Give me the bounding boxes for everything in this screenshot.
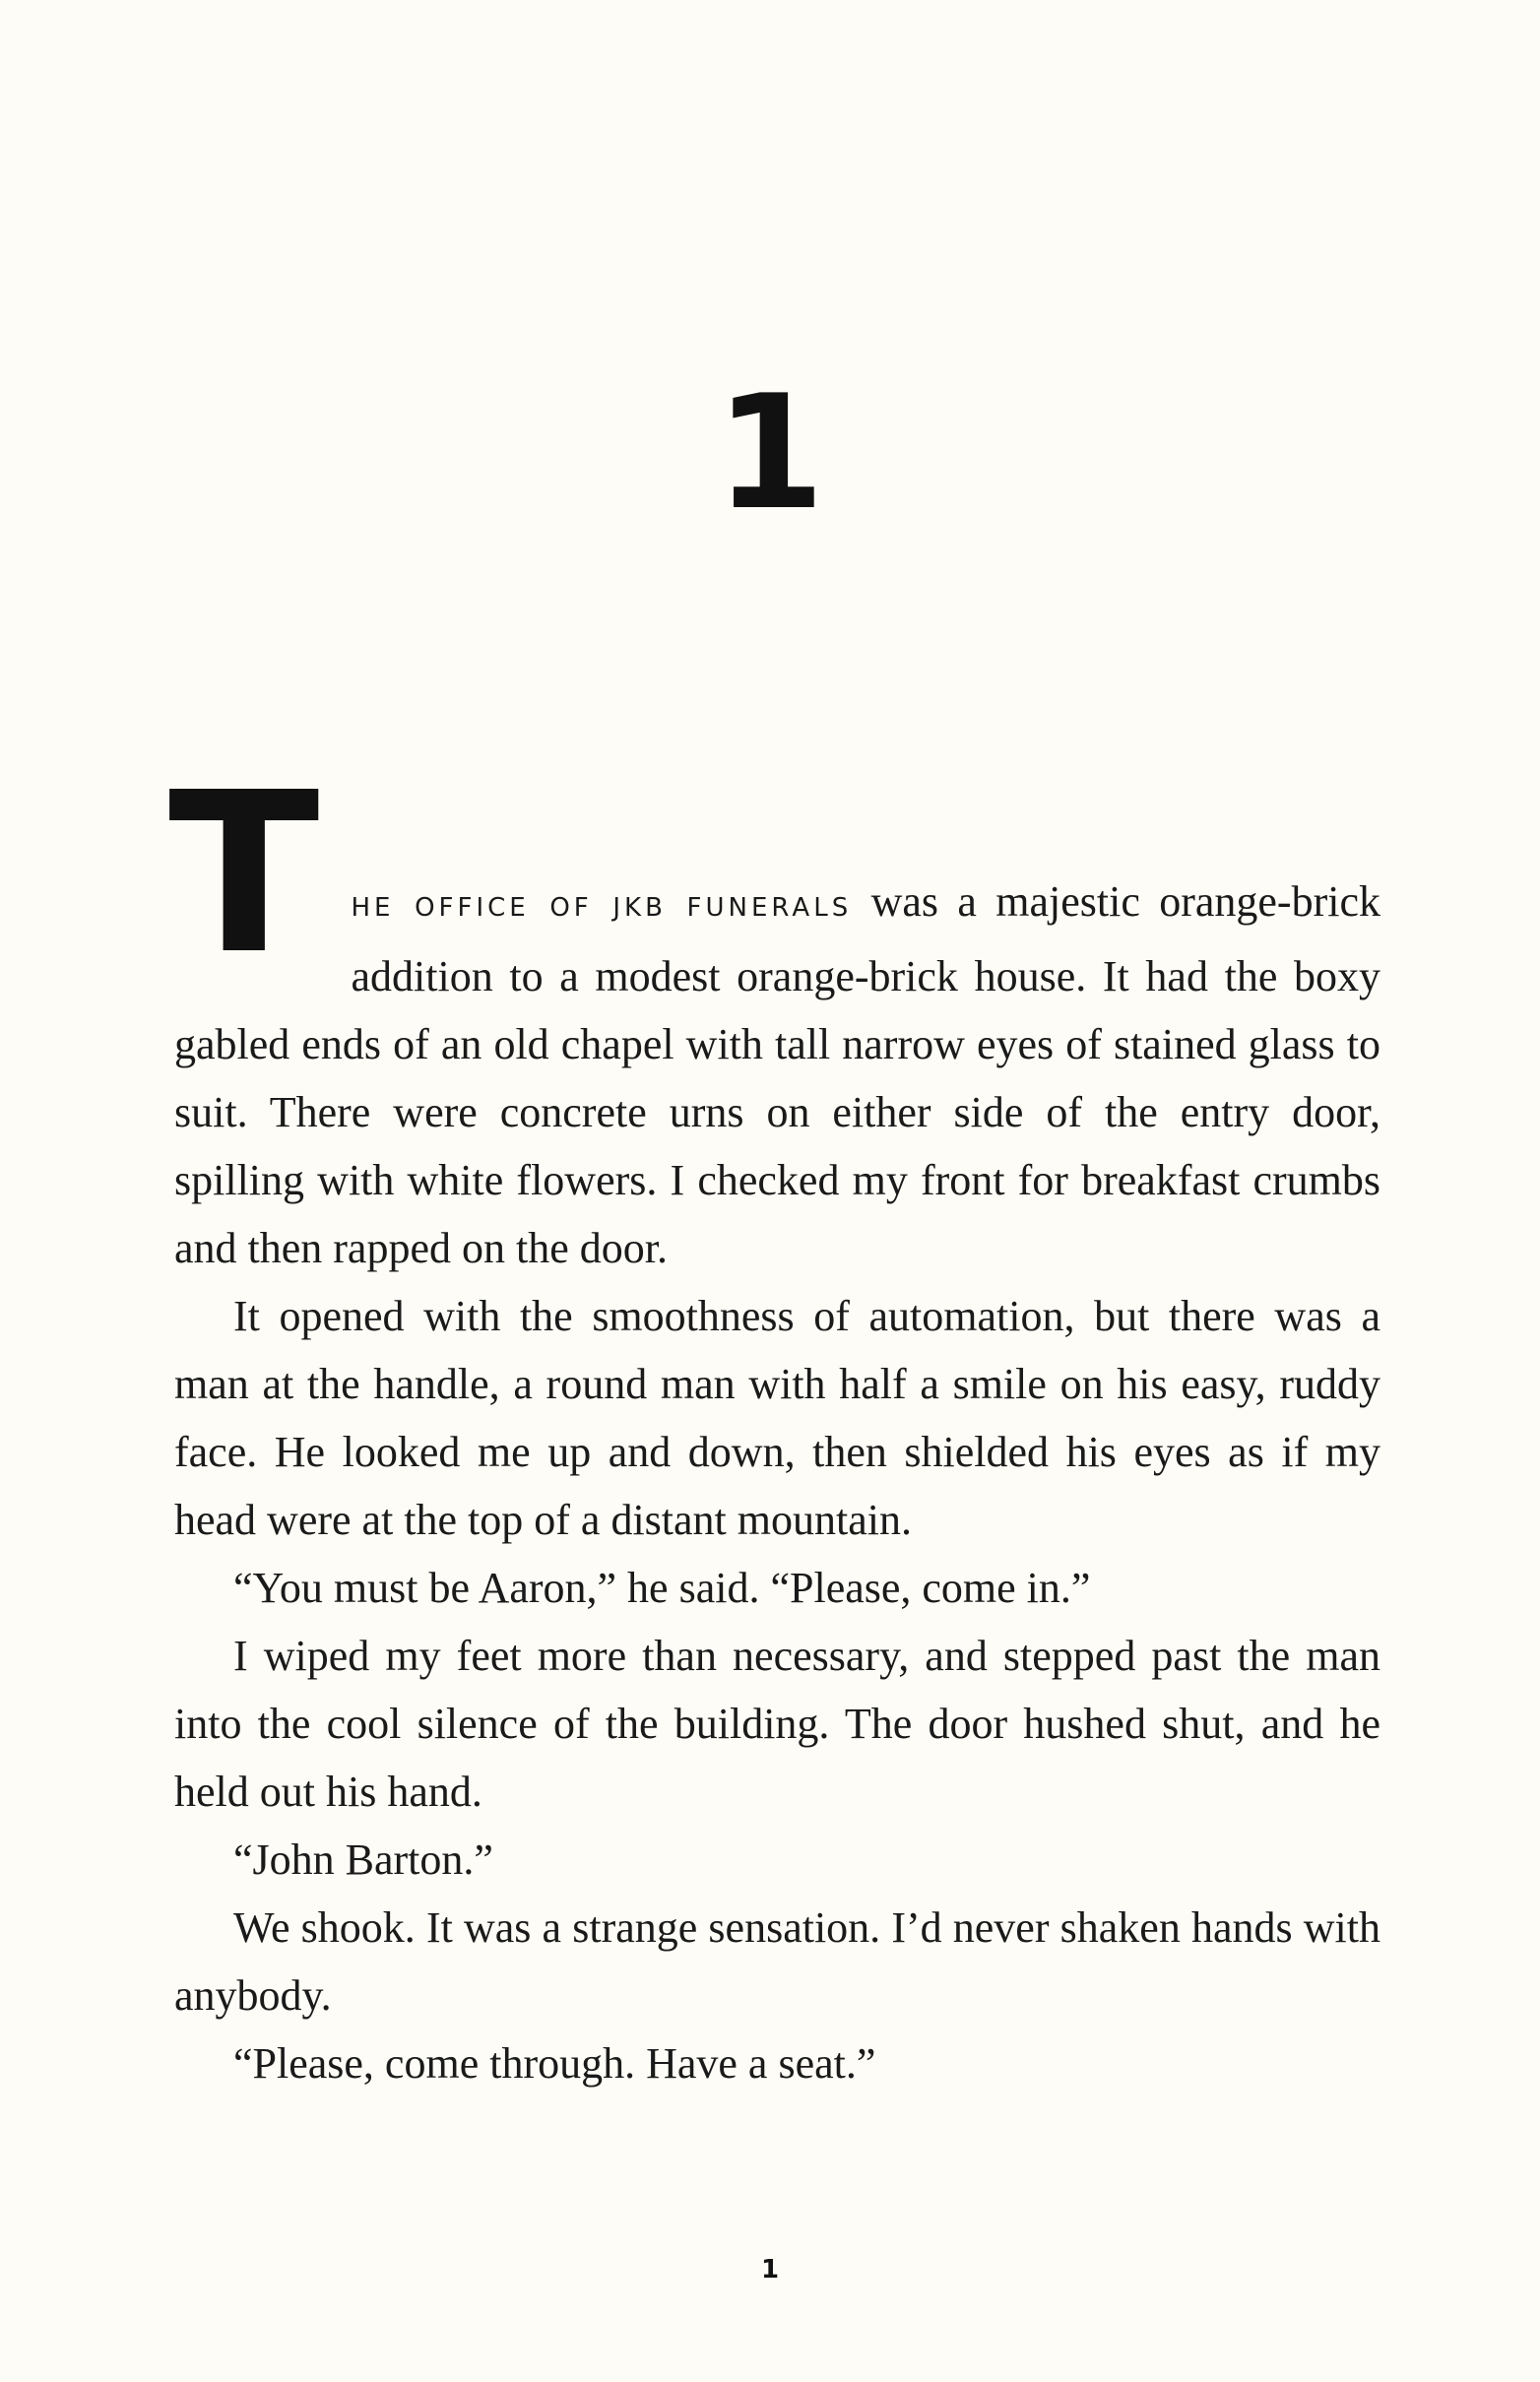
drop-cap: T <box>168 745 320 1003</box>
paragraph: I wiped my feet more than necessary, and stepped past the man into the cool silence of the building. The door hushed shut, and he held out his hand. <box>174 1632 1380 1816</box>
paragraph: “John Barton.” <box>233 1835 493 1884</box>
small-caps-lead: HE OFFICE OF JKB FUNERALS <box>351 893 853 923</box>
paragraph: We shook. It was a strange sensation. I’d never shaken hands with anybody. <box>174 1903 1380 2020</box>
paragraph: “You must be Aaron,” he said. “Please, come in.” <box>233 1564 1091 1612</box>
opening-paragraph-text: was a majestic orange-brick addition to a modest orange-brick house. It had the boxy gabled ends of an old chapel with tall narrow eyes of stained glass to suit. There were concrete urns on either side of the entry door, spilling with white flowers. I checked my front for breakfast crumbs and then rapped on the door. <box>174 877 1380 1272</box>
chapter-number: 1 <box>715 360 825 545</box>
page-number: 1 <box>760 2255 780 2285</box>
chapter-text <box>168 745 1380 2097</box>
paragraph: It opened with the smoothness of automation, but there was a man at the handle, a round man with half a smile on his easy, ruddy face. He looked me up and down, then shielded his eyes as if my head were at the top of a distant mountain. <box>174 1292 1380 1544</box>
paragraph: “Please, come through. Have a seat.” <box>233 2039 876 2088</box>
opening-paragraph <box>174 778 1380 1282</box>
